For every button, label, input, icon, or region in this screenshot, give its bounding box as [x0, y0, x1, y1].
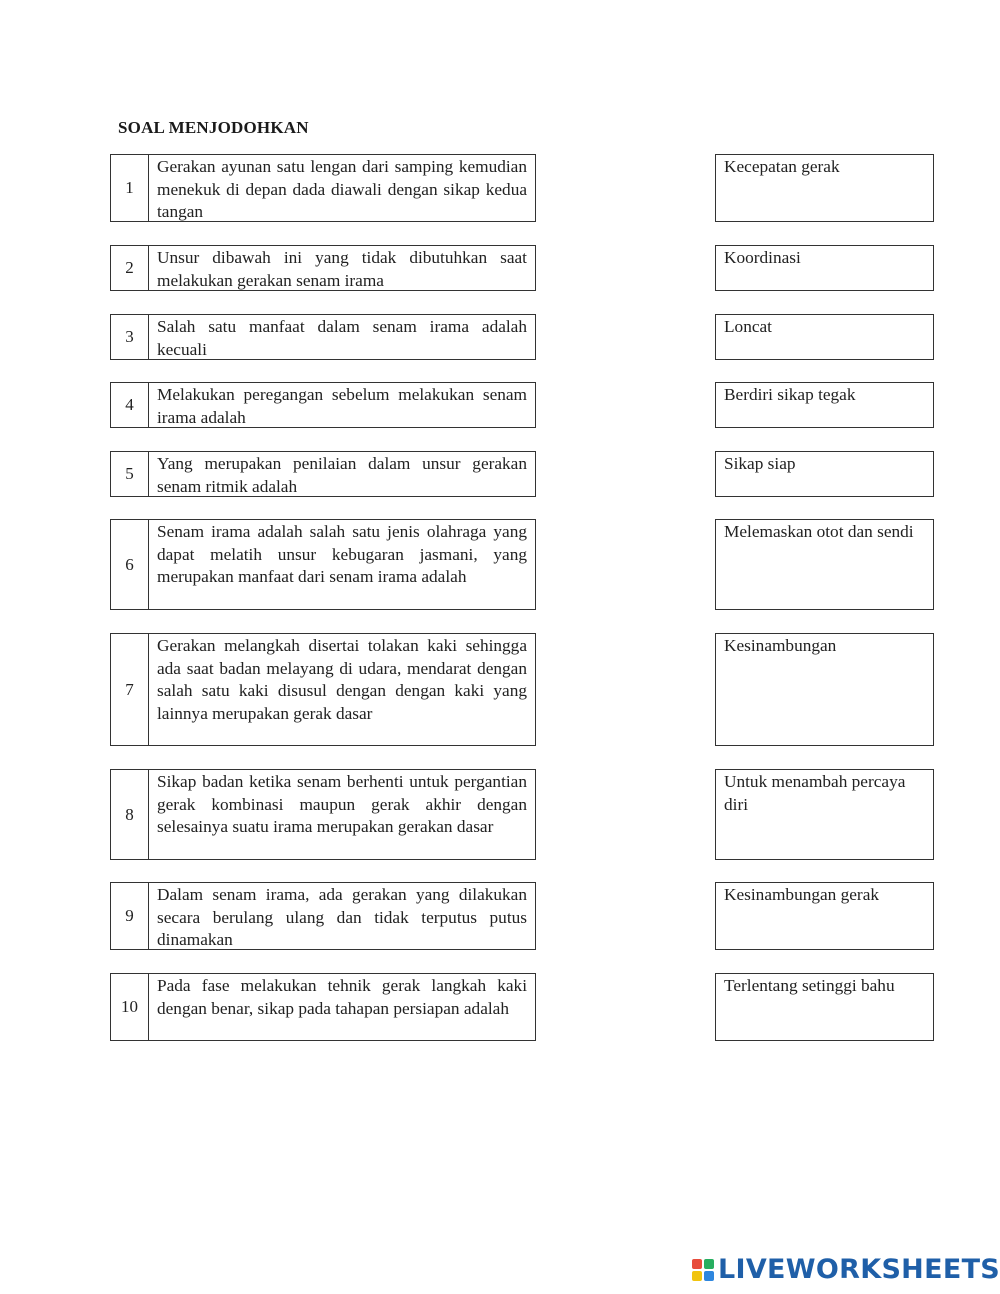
question-number: 1: [111, 155, 149, 221]
answer-box[interactable]: Kesinambungan: [715, 633, 934, 746]
page-title: SOAL MENJODOHKAN: [118, 118, 309, 137]
question-number: 7: [111, 634, 149, 745]
question-row: [110, 633, 536, 746]
question-text: Unsur dibawah ini yang tidak dibutuhkan saat melakukan gerakan senam irama: [157, 248, 527, 290]
logo-square-red: [692, 1259, 702, 1269]
question-number: 9: [111, 883, 149, 949]
question-number: 10: [111, 974, 149, 1040]
question-row: [110, 154, 536, 222]
question-row: [110, 245, 536, 291]
answer-box[interactable]: Kesinambungan gerak: [715, 882, 934, 950]
question-text: Yang merupakan penilaian dalam unsur gerakan senam ritmik adalah: [157, 454, 527, 496]
question-row: [110, 882, 536, 950]
question-row: [110, 519, 536, 610]
answer-box[interactable]: Berdiri sikap tegak: [715, 382, 934, 428]
question-text: Pada fase melakukan tehnik gerak langkah kaki dengan benar, sikap pada tahapan persiapan adalah: [157, 976, 527, 1018]
answer-box[interactable]: Terlentang setinggi bahu: [715, 973, 934, 1041]
question-row: [110, 769, 536, 860]
question-text: Sikap badan ketika senam berhenti untuk pergantian gerak kombinasi maupun gerak akhir dengan selesainya suatu irama merupakan gerakan dasar: [157, 772, 527, 837]
question-number: 5: [111, 452, 149, 496]
question-number: 2: [111, 246, 149, 290]
answer-box[interactable]: Untuk menambah percaya diri: [715, 769, 934, 860]
logo-square-green: [704, 1259, 714, 1269]
question-text: Dalam senam irama, ada gerakan yang dilakukan secara berulang ulang dan tidak terputus putus dinamakan: [157, 885, 527, 950]
question-text: Melakukan peregangan sebelum melakukan senam irama adalah: [157, 385, 527, 427]
question-row: [110, 314, 536, 360]
question-number: 6: [111, 520, 149, 609]
question-number: 8: [111, 770, 149, 859]
logo-square-yellow: [692, 1271, 702, 1281]
answer-box[interactable]: Koordinasi: [715, 245, 934, 291]
question-number: 4: [111, 383, 149, 427]
question-text: Gerakan melangkah disertai tolakan kaki sehingga ada saat badan melayang di udara, mendarat dengan salah satu kaki disusul dengan dengan kaki yang lainnya merupakan gerak dasar: [157, 636, 527, 723]
question-number: 3: [111, 315, 149, 359]
logo-text: LIVEWORKSHEETS: [718, 1254, 1000, 1285]
answer-box[interactable]: Loncat: [715, 314, 934, 360]
question-text: Senam irama adalah salah satu jenis olahraga yang dapat melatih unsur kebugaran jasmani, yang merupakan manfaat dari senam irama adalah: [157, 522, 527, 587]
question-text: Gerakan ayunan satu lengan dari samping kemudian menekuk di depan dada diawali dengan sikap kedua tangan: [157, 157, 527, 222]
question-row: [110, 973, 536, 1041]
question-row: [110, 451, 536, 497]
answer-box[interactable]: Melemaskan otot dan sendi: [715, 519, 934, 610]
logo-icon: [692, 1259, 714, 1281]
answer-box[interactable]: Sikap siap: [715, 451, 934, 497]
logo-square-blue: [704, 1271, 714, 1281]
question-text: Salah satu manfaat dalam senam irama adalah kecuali: [157, 317, 527, 359]
answer-box[interactable]: Kecepatan gerak: [715, 154, 934, 222]
liveworksheets-logo: [692, 1254, 1000, 1285]
question-row: [110, 382, 536, 428]
